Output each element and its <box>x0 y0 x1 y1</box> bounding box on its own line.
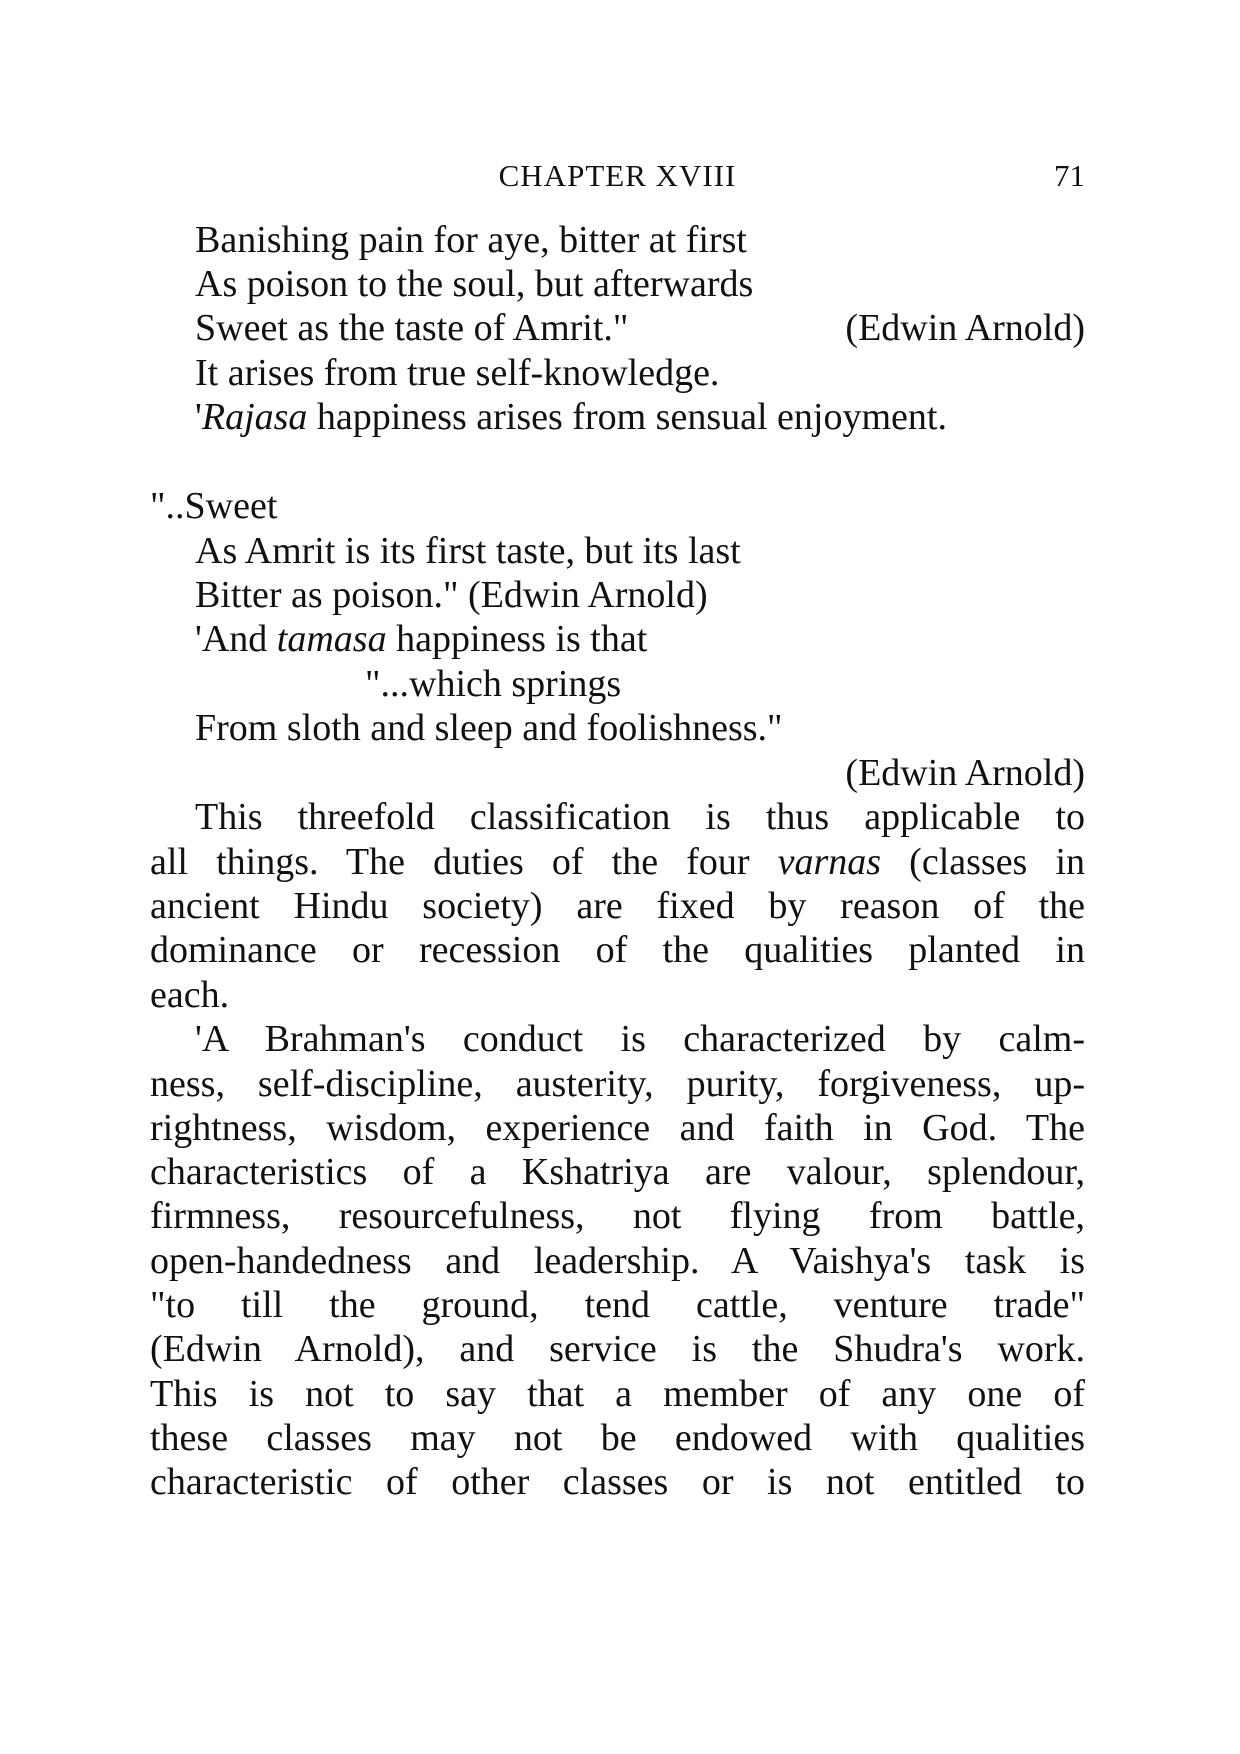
paragraph-line: (Edwin Arnold), and service is the Shudra's work. <box>150 1328 1085 1370</box>
paragraph-line: firmness, resourcefulness, not flying from battle, <box>150 1195 1085 1237</box>
verse-text: Sweet as the taste of Amrit." <box>195 307 629 349</box>
paragraph-line <box>150 838 1085 886</box>
text-line: It arises from true self-knowledge. <box>195 352 720 394</box>
verse-line: As poison to the soul, but afterwards <box>195 263 754 305</box>
verse-line: "..Sweet <box>150 485 278 527</box>
text-run: (classes in <box>881 841 1086 883</box>
text-line <box>195 393 947 441</box>
text-run: all things. The duties of the four <box>150 841 778 883</box>
verse-line: Bitter as poison." (Edwin Arnold) <box>195 574 708 616</box>
text-run: happiness arises from sensual enjoyment. <box>307 396 947 438</box>
paragraph-line: ness, self-discipline, austerity, purity, forgiveness, up- <box>150 1063 1085 1105</box>
italic-term: Rajasa <box>201 396 308 438</box>
quote-mark: ' <box>195 396 202 438</box>
text-run: 'And <box>195 618 277 660</box>
paragraph-line: open-handedness and leadership. A Vaishya's task is <box>150 1240 1085 1282</box>
italic-term: tamasa <box>276 618 387 660</box>
page-header <box>150 158 1085 198</box>
paragraph-line: each. <box>150 974 230 1016</box>
verse-line: As Amrit is its first taste, but its last <box>195 530 741 572</box>
verse-attribution: (Edwin Arnold) <box>845 307 1085 349</box>
paragraph-line: characteristics of a Kshatriya are valour, splendour, <box>150 1151 1085 1193</box>
text-line <box>195 615 647 663</box>
paragraph-line: 'A Brahman's conduct is characterized by calm- <box>195 1018 1085 1060</box>
verse-line <box>195 304 628 352</box>
verse-attribution: (Edwin Arnold) <box>845 752 1085 794</box>
paragraph-line: ancient Hindu society) are fixed by reason of the <box>150 885 1085 927</box>
verse-line: From sloth and sleep and foolishness." <box>195 707 783 749</box>
running-head: CHAPTER XVIII <box>498 158 737 193</box>
paragraph-line: This is not to say that a member of any one of <box>150 1373 1085 1415</box>
paragraph-line: dominance or recession of the qualities planted in <box>150 929 1085 971</box>
verse-line: "...which springs <box>365 663 622 705</box>
italic-term: varnas <box>777 841 882 883</box>
verse-line: Banishing pain for aye, bitter at first <box>195 219 747 261</box>
paragraph-line: these classes may not be endowed with qualities <box>150 1417 1085 1459</box>
text-run: happiness is that <box>386 618 648 660</box>
paragraph-line: This threefold classification is thus applicable to <box>195 796 1085 838</box>
paragraph-line: "to till the ground, tend cattle, venture trade" <box>150 1284 1085 1326</box>
paragraph-line: rightness, wisdom, experience and faith in God. The <box>150 1107 1085 1149</box>
paragraph-line: characteristic of other classes or is not entitled to <box>150 1461 1085 1503</box>
page-number: 71 <box>1054 158 1085 193</box>
